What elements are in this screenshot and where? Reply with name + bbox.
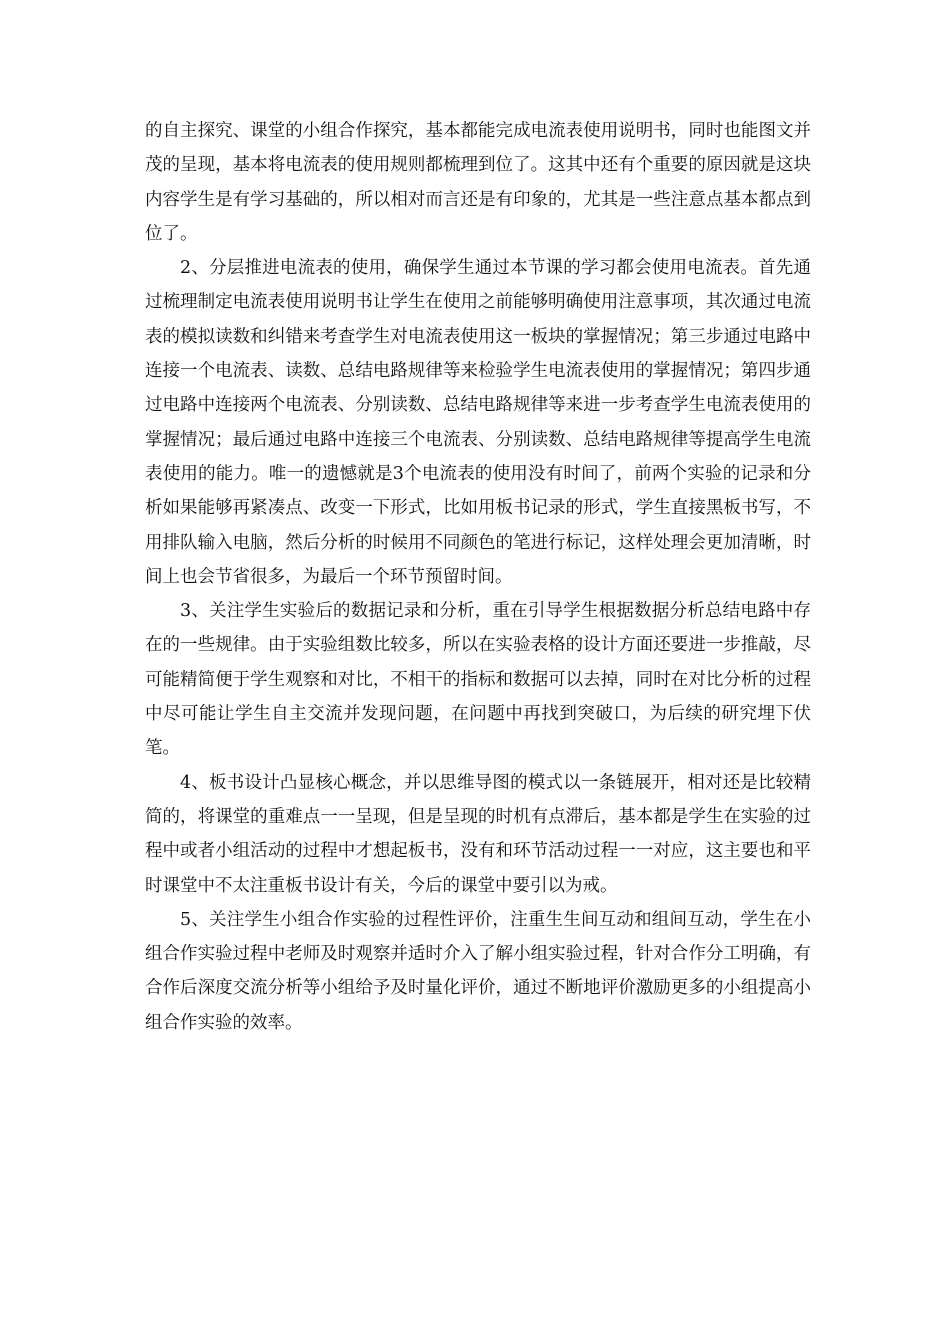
document-body <box>145 114 811 1040</box>
paragraph-item-4: 4、板书设计凸显核心概念，并以思维导图的模式以一条链展开，相对还是比较精简的，将课堂的重难点一一呈现，但是呈现的时机有点滞后，基本都是学生在实验的过程中或者小组活动的过程中才想起板书，没有和环节活动过程一一对应，这主要也和平时课堂中不太注重板书设计有关，今后的课堂中要引以为戒。 <box>145 772 811 896</box>
paragraph-continuation: 的自主探究、课堂的小组合作探究，基本都能完成电流表使用说明书，同时也能图文并茂的呈现，基本将电流表的使用规则都梳理到位了。这其中还有个重要的原因就是这块内容学生是有学习基础的，所以相对而言还是有印象的，尤其是一些注意点基本都点到位了。 <box>145 121 811 244</box>
paragraph-item-2: 2、分层推进电流表的使用，确保学生通过本节课的学习都会使用电流表。首先通过梳理制定电流表使用说明书让学生在使用之前能够明确使用注意事项，其次通过电流表的模拟读数和纠错来考查学生对电流表使用这一板块的掌握情况；第三步通过电路中连接一个电流表、读数、总结电路规律等来检验学生电流表使用的掌握情况；第四步通过电路中连接两个电流表、分别读数、总结电路规律等来进一步考查学生电流表使用的掌握情况；最后通过电路中连接三个电流表、分别读数、总结电路规律等提高学生电流表使用的能力。唯一的遗憾就是3个电流表的使用没有时间了，前两个实验的记录和分析如果能够再紧凑点、改变一下形式，比如用板书记录的形式，学生直接黑板书写，不用排队输入电脑，然后分析的时候用不同颜色的笔进行标记，这样处理会更加清晰，时间上也会节省很多，为最后一个环节预留时间。 <box>145 258 811 587</box>
paragraph-item-5: 5、关注学生小组合作实验的过程性评价，注重生生间互动和组间互动，学生在小组合作实验过程中老师及时观察并适时介入了解小组实验过程，针对合作分工明确，有合作后深度交流分析等小组给予及时量化评价，通过不断地评价激励更多的小组提高小组合作实验的效率。 <box>145 909 811 1033</box>
paragraph-item-3: 3、关注学生实验后的数据记录和分析，重在引导学生根据数据分析总结电路中存在的一些规律。由于实验组数比较多，所以在实验表格的设计方面还要进一步推敲，尽可能精简便于学生观察和对比，不相干的指标和数据可以去掉，同时在对比分析的过程中尽可能让学生自主交流并发现问题，在问题中再找到突破口，为后续的研究埋下伏笔。 <box>145 601 811 759</box>
